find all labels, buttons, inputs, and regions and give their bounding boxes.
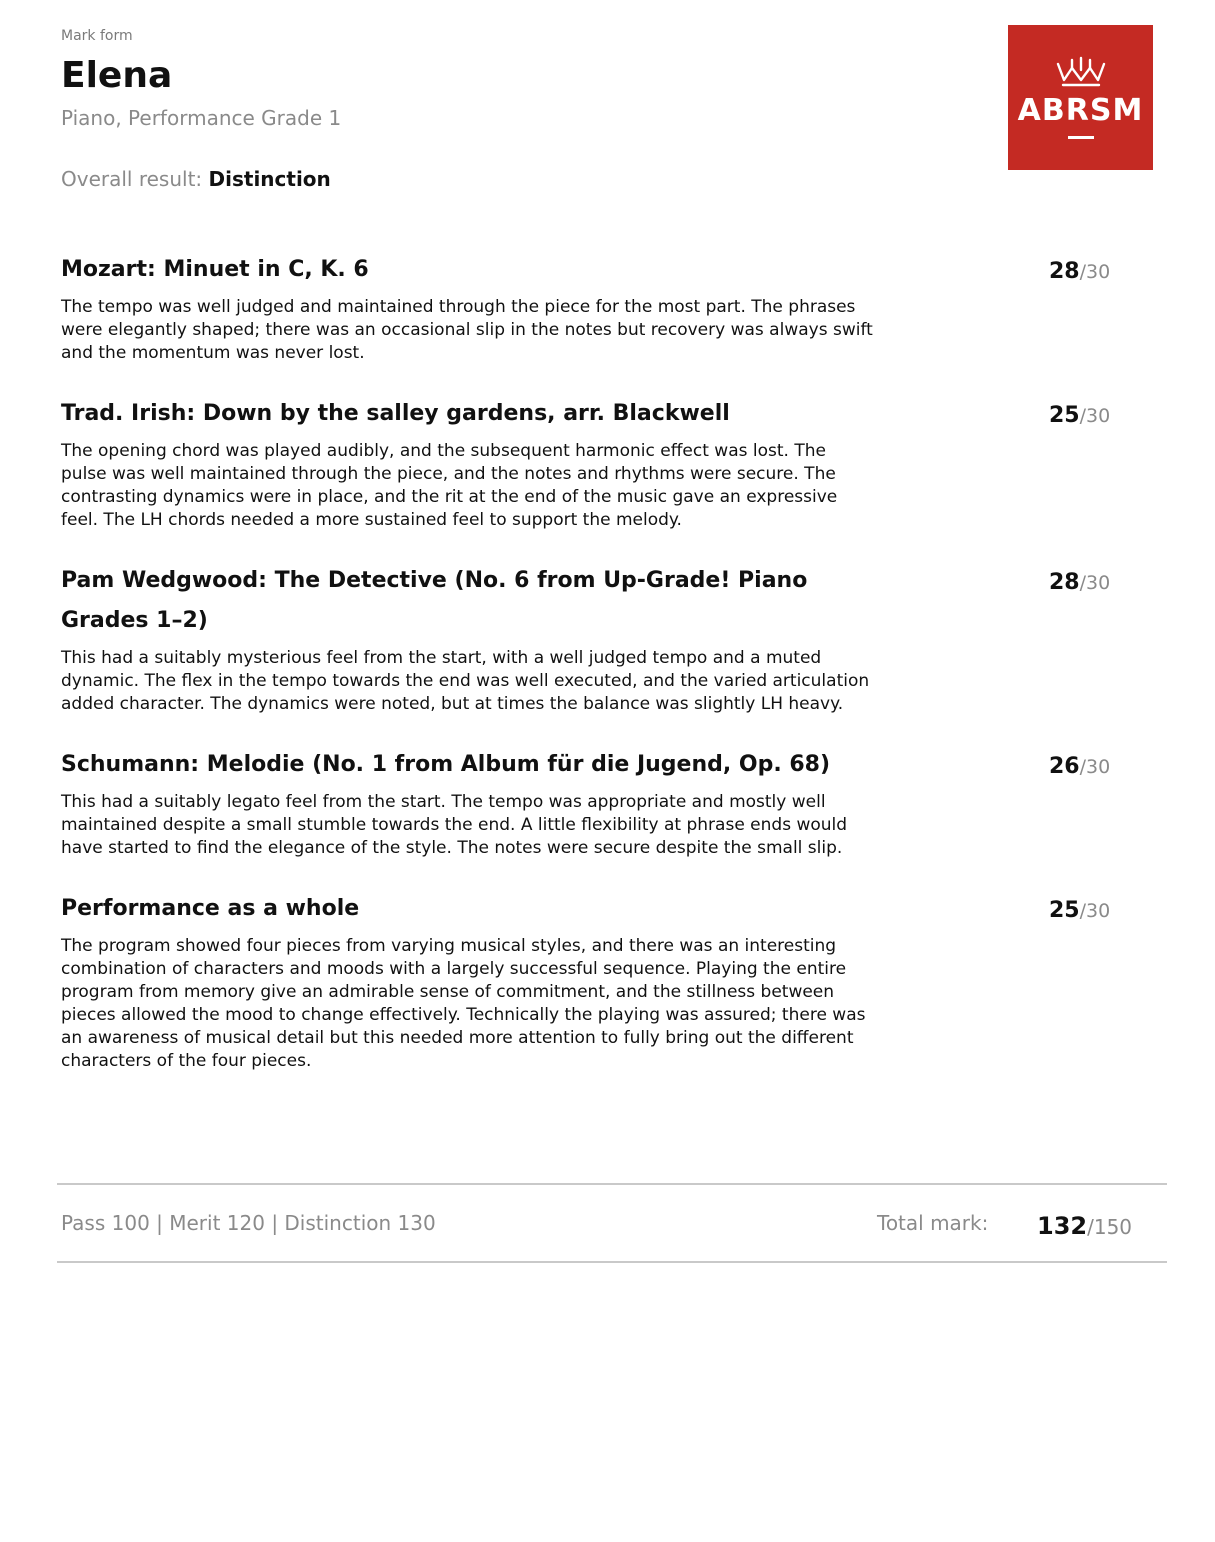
score-max: /30 — [1079, 756, 1111, 778]
exam-subtitle: Piano, Performance Grade 1 — [61, 106, 342, 130]
score-max: /30 — [1079, 900, 1111, 922]
examiner-comment: The program showed four pieces from varying musical styles, and there was an interesting combination of characters and moods with a largely successful sequence. Playing the entire program from memory give an admirable sense of commitment, and the stillness between pieces allowed the mood to change effectively. Technically the playing was assured; there was an awareness of musical detail but this needed more attention to fully bring out the different characters of the four pieces. — [61, 936, 866, 1071]
examiner-comment: The tempo was well judged and maintained through the piece for the most part. The phrases were elegantly shaped; there was an occasional slip in the notes but recovery was always swift and the momentum was never lost. — [61, 297, 873, 363]
crown-icon — [1054, 56, 1108, 90]
total-score-value: 132 — [1037, 1212, 1088, 1240]
abrsm-logo — [1008, 25, 1153, 170]
piece-title: Pam Wedgwood: The Detective (No. 6 from Up-Grade! Piano Grades 1–2) — [61, 568, 808, 633]
logo-underline — [1068, 136, 1094, 139]
assessment-sections — [61, 250, 1141, 1102]
piece-score — [1049, 895, 1110, 927]
piece-title: Mozart: Minuet in C, K. 6 — [61, 257, 369, 282]
assessment-section — [61, 561, 1141, 716]
piece-score — [1049, 256, 1110, 288]
total-score-max: /150 — [1087, 1215, 1133, 1239]
score-max: /30 — [1079, 405, 1111, 427]
assessment-section — [61, 745, 1141, 860]
piece-score — [1049, 567, 1110, 599]
mark-form-header — [61, 26, 961, 193]
score-value: 25 — [1049, 403, 1080, 428]
examiner-comment: This had a suitably legato feel from the start. The tempo was appropriate and mostly well maintained despite a small stumble towards the end. A little flexibility at phrase ends would have started to find the elegance of the style. The notes were secure despite the small slip. — [61, 792, 848, 858]
assessment-section — [61, 394, 1141, 532]
score-value: 26 — [1049, 754, 1080, 779]
score-max: /30 — [1079, 572, 1111, 594]
piece-title: Performance as a whole — [61, 896, 360, 921]
piece-title: Schumann: Melodie (No. 1 from Album für die Jugend, Op. 68) — [61, 752, 831, 777]
examiner-comment: This had a suitably mysterious feel from the start, with a well judged tempo and a muted dynamic. The flex in the tempo towards the end was well executed, and the varied articulation added character. The dynamics were noted, but at times the balance was slightly LH heavy. — [61, 648, 870, 714]
piece-score — [1049, 400, 1110, 432]
overall-result-value: Distinction — [208, 167, 331, 191]
score-value: 28 — [1049, 570, 1080, 595]
assessment-section — [61, 250, 1141, 365]
abrsm-logo-text: ABRSM — [1017, 93, 1144, 128]
score-max: /30 — [1079, 261, 1111, 283]
piece-score — [1049, 751, 1110, 783]
assessment-section — [61, 889, 1141, 1073]
score-value: 25 — [1049, 898, 1080, 923]
overall-result — [61, 165, 961, 193]
examiner-comment: The opening chord was played audibly, and the subsequent harmonic effect was lost. The pulse was well maintained through the piece, and the notes and rhythms were secure. The contrasting dynamics were in place, and the rit at the end of the music gave an expressive feel. The LH chords needed a more sustained feel to support the melody. — [61, 441, 838, 530]
total-mark-label: Total mark: — [877, 1211, 989, 1235]
document-type-label: Mark form — [61, 28, 133, 44]
candidate-name: Elena — [61, 55, 173, 96]
total-mark — [1037, 1211, 1132, 1242]
score-value: 28 — [1049, 259, 1080, 284]
grade-thresholds: Pass 100 | Merit 120 | Distinction 130 — [61, 1211, 436, 1235]
mark-summary-footer — [57, 1183, 1167, 1263]
overall-result-label: Overall result: — [61, 167, 203, 191]
piece-title: Trad. Irish: Down by the salley gardens, arr. Blackwell — [61, 401, 730, 426]
